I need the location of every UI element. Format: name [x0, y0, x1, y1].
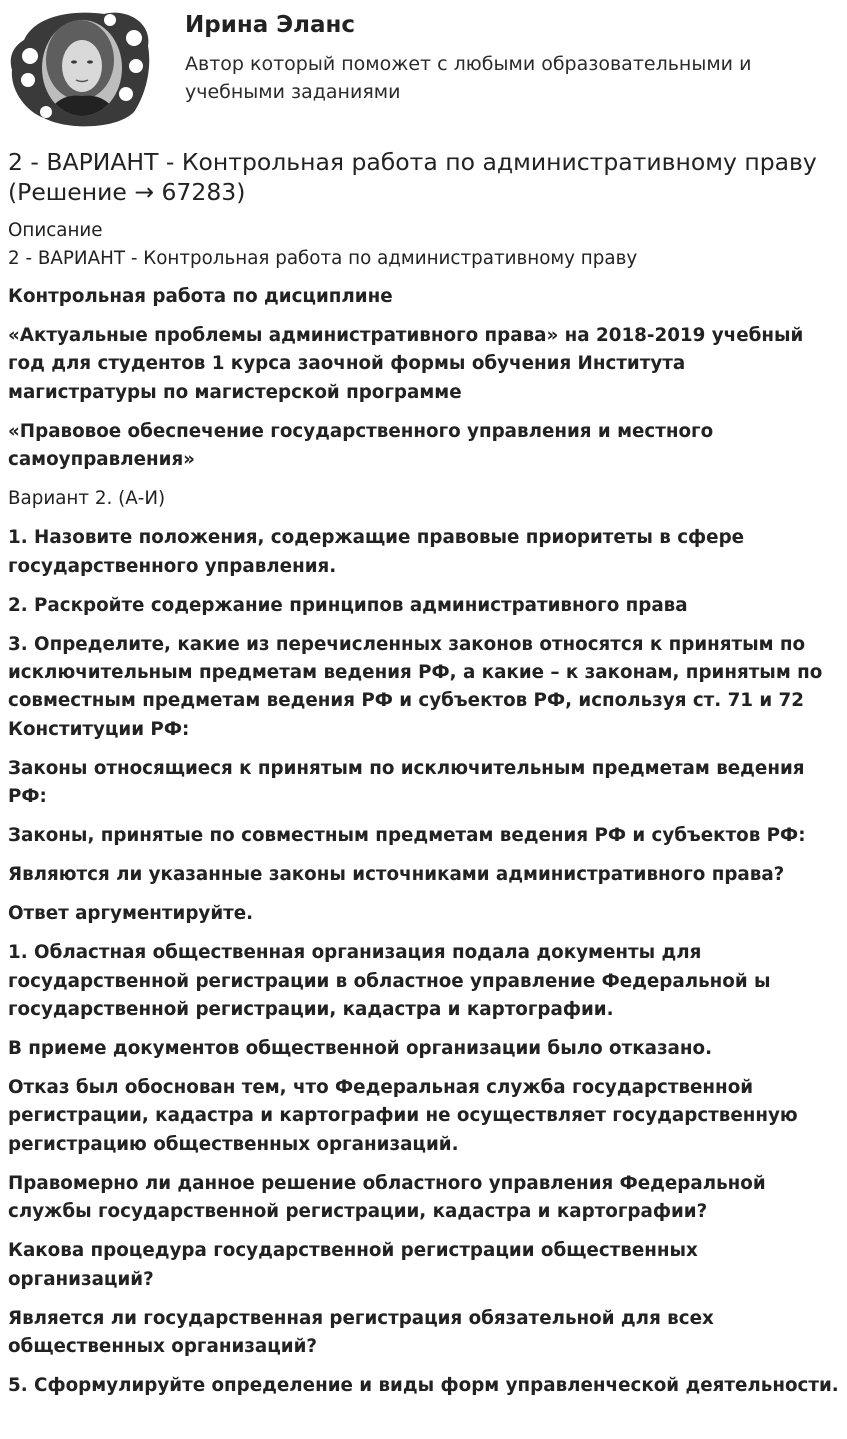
author-avatar[interactable]: [6, 8, 152, 128]
task-text: [8, 283, 840, 1401]
film-reel-photo-icon: [6, 8, 152, 128]
task-paragraph: 1. Областная общественная организация подала документы для государственной регистрации в областное управление Федеральной ы государственной регистрации, кадастра и картографии.: [8, 942, 771, 1021]
description-subtitle: 2 - ВАРИАНТ - Контрольная работа по административному праву: [8, 248, 638, 269]
task-paragraph: Правомерно ли данное решение областного управления Федеральной службы государственной регистрации, кадастра и картографии?: [8, 1172, 766, 1223]
author-header: [0, 0, 847, 140]
task-paragraph: Ответ аргументируйте.: [8, 903, 254, 925]
task-paragraph: Отказ был обоснован тем, что Федеральная служба государственной регистрации, кадастра и картографии не осуществляет государственную регистрацию общественных организаций.: [8, 1077, 798, 1155]
page-title: 2 - ВАРИАНТ - Контрольная работа по административному праву (Решение → 67283): [8, 148, 817, 206]
task-paragraph: В приеме документов общественной организации было отказано.: [8, 1038, 713, 1060]
task-paragraph: Контрольная работа по дисциплине: [8, 286, 393, 307]
author-name[interactable]: Ирина Эланс: [185, 12, 356, 38]
task-paragraph: Вариант 2. (А-И): [8, 488, 166, 510]
task-paragraph: Являются ли указанные законы источниками административного права?: [8, 864, 785, 886]
description-label: Описание: [8, 220, 103, 241]
task-paragraph: «Правовое обеспечение государственного управления и местного самоуправления»: [8, 420, 714, 471]
task-paragraph: 5. Сформулируйте определение и виды форм управленческой деятельности.: [8, 1375, 839, 1397]
task-paragraph: 3. Определите, какие из перечисленных законов относятся к принятым по исключительным предметам ведения РФ, а какие – к законам, принятым по совместным предметам ведения РФ и субъектов РФ, используя ст. 71 и 72 Конституции РФ:: [8, 633, 823, 740]
main-content: [8, 147, 840, 1411]
task-paragraph: Законы относящиеся к принятым по исключительным предметам ведения РФ:: [8, 757, 805, 808]
task-paragraph: 1. Назовите положения, содержащие правовые приоритеты в сфере государственного управления.: [8, 527, 745, 577]
task-paragraph: 2. Раскройте содержание принципов административного права: [8, 594, 688, 616]
task-paragraph: «Актуальные проблемы административного права» на 2018-2019 учебный год для студентов 1 курса заочной формы обучения Института магистратуры по магистерской программе: [8, 325, 804, 403]
task-paragraph: Законы, принятые по совместным предметам ведения РФ и субъектов РФ:: [8, 825, 806, 847]
task-paragraph: Какова процедура государственной регистрации общественных организаций?: [8, 1240, 698, 1290]
task-paragraph: Является ли государственная регистрация обязательной для всех общественных организаций?: [8, 1307, 714, 1358]
author-description: Автор который поможет с любыми образовательными и учебными заданиями: [185, 53, 752, 103]
